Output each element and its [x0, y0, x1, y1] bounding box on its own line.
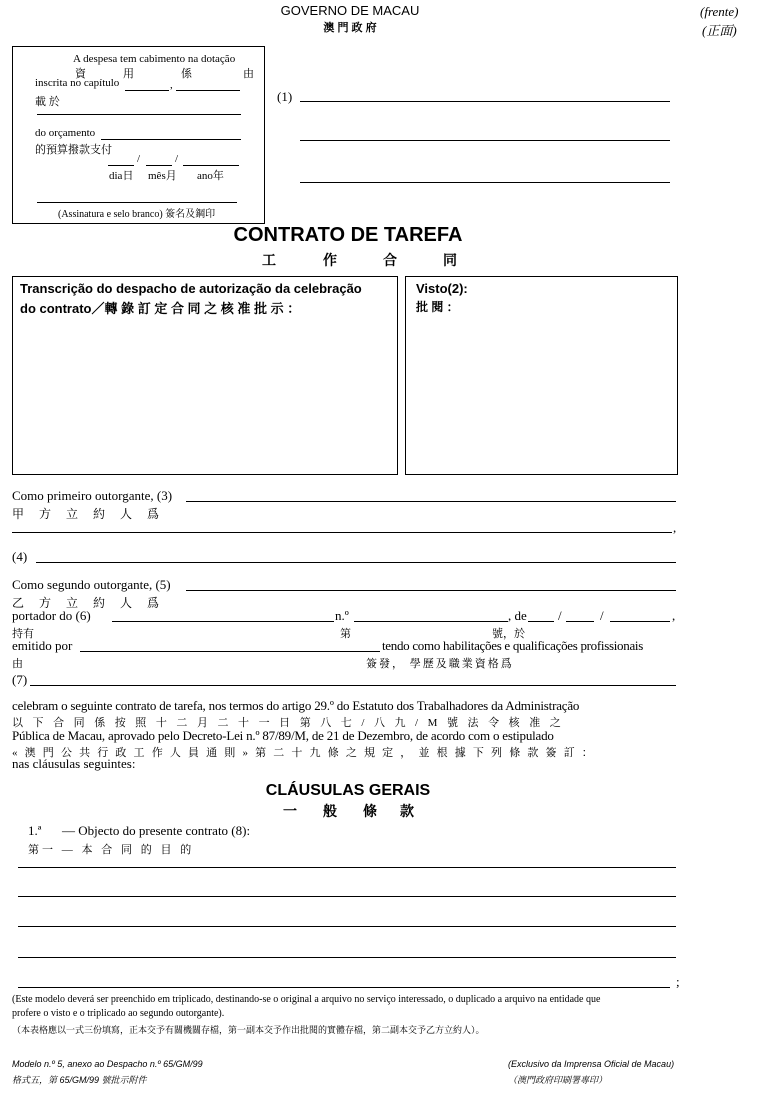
document-type-field[interactable]	[112, 621, 334, 622]
transcription-label: Transcrição do despacho de autorização da celebração	[20, 281, 362, 296]
transcription-label-cn: do contrato／轉 錄 訂 定 合 同 之 核 准 批 示 ：	[20, 301, 301, 316]
emitido-label-cn: 由	[12, 658, 23, 670]
segundo-label: Como segundo outorgante, (5)	[12, 577, 171, 592]
frente-label-cn: (正面)	[702, 23, 737, 38]
body-text: nas cláusulas seguintes:	[12, 756, 136, 771]
issue-month-field[interactable]	[566, 621, 594, 622]
frente-label: (frente)	[700, 4, 739, 19]
document-title-cn: 合	[383, 254, 397, 269]
document-title: CONTRATO DE TAREFA	[233, 224, 463, 246]
exclusive-note-cn: （澳門政府印刷署專印）	[508, 1075, 608, 1085]
separator: ,	[170, 79, 173, 91]
segundo-field[interactable]	[186, 590, 676, 591]
body-text: celebram o seguinte contrato de tarefa, nos termos do artigo 29.º do Estatuto dos Trabalhadores da Administração	[12, 698, 580, 713]
number-label: n.º	[335, 608, 349, 623]
visto-label: Visto(2):	[416, 281, 468, 296]
clausulas-title-cn: 一	[283, 805, 297, 820]
field-1-line-1[interactable]	[300, 101, 670, 102]
day-field[interactable]	[108, 165, 134, 166]
field-1-line-3[interactable]	[300, 182, 670, 183]
budget-text-cn: 用	[123, 68, 134, 80]
document-number-field[interactable]	[354, 621, 508, 622]
budget-text-cn: 係	[181, 68, 192, 80]
comma: ,	[673, 520, 677, 535]
ref-7: (7)	[12, 672, 28, 687]
qualifications-label-cn: 簽發， 學歷及職業資格爲	[366, 658, 514, 670]
ref-4: (4)	[12, 549, 28, 564]
chapter-label: inscrita no capítulo	[35, 77, 120, 89]
body-text-cn: 以 下 合 同 係 按 照 十 二 月 二 十 一 日 第 八 七 / 八 九 / M 號 法 令 核 准 之	[12, 717, 565, 729]
primeiro-label: Como primeiro outorgante, (3)	[12, 488, 173, 503]
body-text-cn: « 澳 門 公 共 行 政 工 作 人 員 通 則 » 第 二 十 九 條 之 規 定 ， 並 根 據 下 列 條 款 簽 訂 ：	[12, 747, 595, 759]
clausulas-title-cn: 般	[323, 805, 337, 820]
field-4[interactable]	[36, 562, 676, 563]
government-header-cn: 澳 門 政 府	[323, 22, 377, 34]
exclusive-note: (Exclusivo da Imprensa Oficial de Macau)	[508, 1059, 675, 1069]
signature-field[interactable]	[37, 202, 237, 203]
issuer-field[interactable]	[80, 651, 380, 652]
note-text: profere o visto e o triplicado ao segundo outorgante).	[12, 1008, 225, 1019]
issue-day-field[interactable]	[528, 621, 554, 622]
budget-label-cn: 的預算撥款支付	[35, 144, 112, 156]
comma: ,	[672, 608, 676, 623]
issue-year-field[interactable]	[610, 621, 670, 622]
emitido-label: emitido por	[12, 638, 73, 653]
clause-line-1[interactable]	[18, 867, 676, 868]
semicolon: ;	[676, 974, 680, 989]
document-title-cn: 作	[323, 254, 337, 269]
clause-line-3[interactable]	[18, 926, 676, 927]
model-reference: Modelo n.º 5, anexo ao Despacho n.º 65/GM/99	[12, 1059, 203, 1069]
segundo-label-cn: 乙 方 立 約 人 爲	[12, 596, 166, 610]
budget-text-cn: 資	[75, 68, 86, 80]
chapter-field[interactable]	[125, 90, 169, 91]
budget-line-field[interactable]	[37, 114, 241, 115]
document-title-cn: 同	[443, 254, 457, 269]
portador-label-cn: 持有	[12, 628, 34, 640]
budget-field[interactable]	[101, 139, 241, 140]
ref-1: (1)	[277, 89, 293, 104]
budget-text: A despesa tem cabimento na dotação	[73, 53, 236, 65]
article-field[interactable]	[176, 90, 240, 91]
note-text-cn: （本表格應以一式三份填寫，正本交予有關機關存檔，第一副本交予作出批閱的實體存檔，第二副本交予乙方立約人）。	[12, 1025, 485, 1035]
primeiro-field-2[interactable]	[12, 532, 672, 533]
budget-box: A despesa tem cabimento na dotação 資 用 係 由 inscrita no capítulo , 載 於 do orçamento 的預算撥款支付 / / dia日 mês月 ano年 (Assinatura e selo branco) 簽名及鋼印	[12, 46, 265, 224]
date-label-cn: 號，於	[492, 628, 525, 640]
year-field[interactable]	[183, 165, 239, 166]
field-7[interactable]	[30, 685, 676, 686]
body-text: Pública de Macau, aprovado pelo Decreto-Lei n.º 87/89/M, de 21 de Dezembro, de acordo com o estipulado	[12, 728, 554, 743]
government-header: GOVERNO DE MACAU	[280, 3, 420, 18]
date-label: , de	[508, 608, 527, 623]
month-field[interactable]	[146, 165, 172, 166]
year-label: ano年	[197, 170, 224, 182]
day-label: dia日	[109, 170, 134, 182]
portador-label: portador do (6)	[12, 608, 91, 623]
clause-number: 1.ª	[28, 823, 42, 838]
primeiro-label-cn: 甲 方 立 約 人 爲	[12, 507, 166, 521]
note-text: (Este modelo deverá ser preenchido em triplicado, destinando-se o original a arquivo no serviço interessado, o duplicado a arquivo na entidade que	[12, 994, 601, 1005]
slash: /	[600, 608, 604, 623]
clausulas-title: CLÁUSULAS GERAIS	[265, 782, 431, 799]
field-1-line-2[interactable]	[300, 140, 670, 141]
number-label-cn: 第	[340, 628, 351, 640]
clause-title-cn: 第一 — 本 合 同 的 目 的	[28, 844, 195, 856]
signature-label: (Assinatura e selo branco) 簽名及鋼印	[58, 209, 216, 220]
clausulas-title-cn: 款	[400, 805, 414, 820]
primeiro-field[interactable]	[186, 501, 676, 502]
month-label: mês月	[148, 170, 177, 182]
clause-line-5[interactable]	[18, 987, 670, 988]
visto-label-cn: 批 閱 ：	[416, 300, 459, 314]
budget-text-cn: 由	[243, 68, 254, 80]
budget-label: do orçamento	[35, 127, 96, 139]
visto-box[interactable]	[405, 276, 678, 475]
slash: /	[558, 608, 562, 623]
qualifications-label: tendo como habilitações e qualificações profissionais	[382, 638, 643, 653]
document-title-cn: 工	[262, 254, 276, 269]
clause-line-2[interactable]	[18, 896, 676, 897]
model-reference-cn: 格式五，第 65/GM/99 號批示附件	[12, 1075, 147, 1085]
clausulas-title-cn: 條	[363, 805, 377, 820]
chapter-label-cn: 載 於	[35, 96, 60, 108]
transcription-box[interactable]	[12, 276, 398, 475]
clause-title: — Objecto do presente contrato (8):	[62, 823, 251, 838]
clause-line-4[interactable]	[18, 957, 676, 958]
